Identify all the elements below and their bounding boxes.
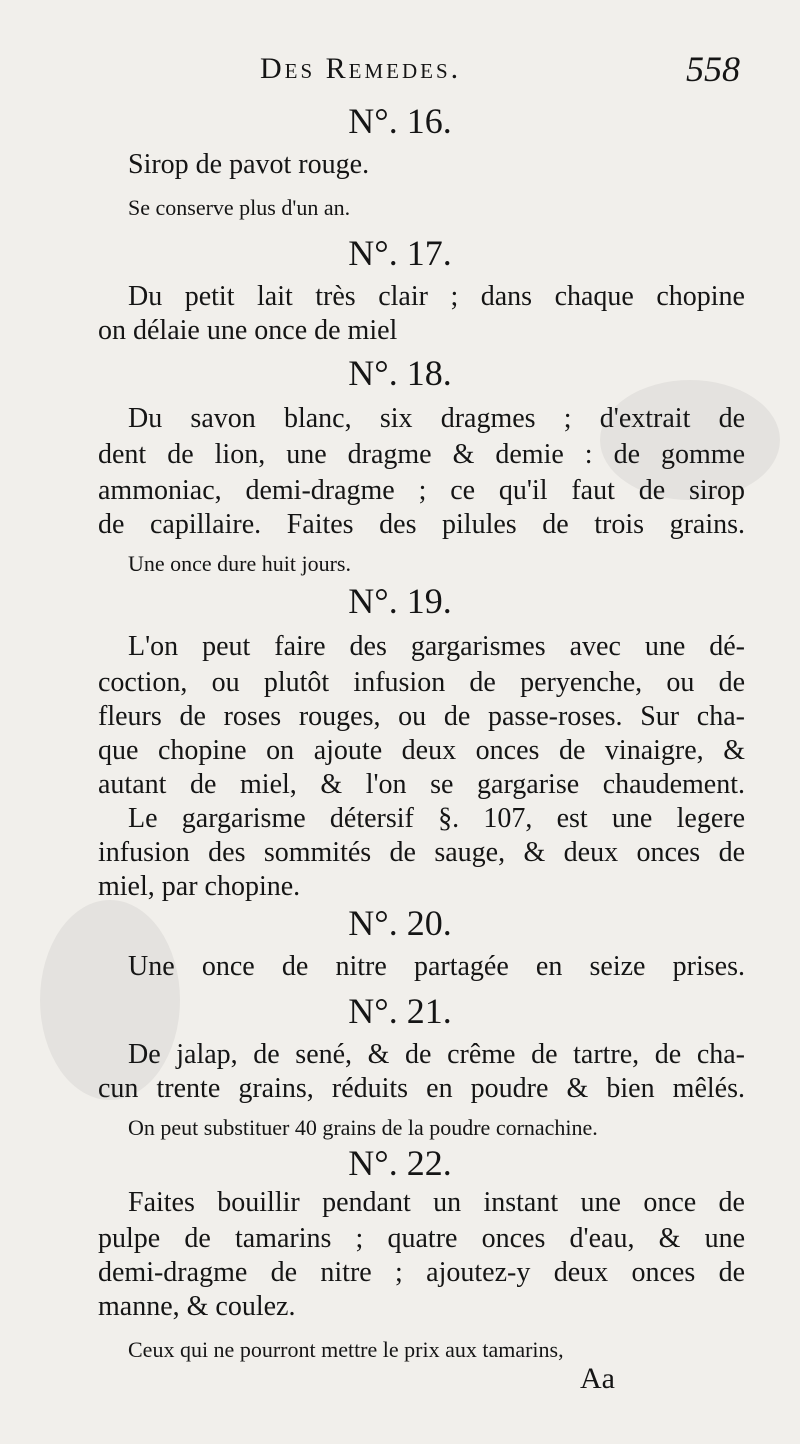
- body-line: pulpe de tamarins ; quatre onces d'eau, & une: [98, 1223, 745, 1254]
- body-line: Du savon blanc, six dragmes ; d'extrait de: [128, 403, 745, 434]
- signature-mark: Aa: [580, 1362, 615, 1395]
- body-line: infusion des sommités de sauge, & deux onces de: [98, 837, 745, 868]
- body-line: miel, par chopine.: [98, 871, 301, 902]
- body-line: de capillaire. Faites des pilules de trois grains.: [98, 509, 745, 540]
- body-line: manne, & coulez.: [98, 1291, 296, 1322]
- section-heading: N°. 19.: [348, 581, 452, 621]
- note-line: On peut substituer 40 grains de la poudre cornachine.: [128, 1115, 598, 1140]
- section-heading: N°. 20.: [348, 903, 452, 943]
- section-heading: N°. 18.: [348, 353, 452, 393]
- running-head: Des Remedes.: [260, 52, 462, 85]
- note-line: Ceux qui ne pourront mettre le prix aux tamarins,: [128, 1337, 564, 1362]
- body-line: demi-dragme de nitre ; ajoutez-y deux onces de: [98, 1257, 745, 1288]
- section-heading: N°. 17.: [348, 233, 452, 273]
- body-line: Faites bouillir pendant un instant une once de: [128, 1187, 745, 1218]
- body-line: L'on peut faire des gargarismes avec une dé-: [128, 631, 745, 662]
- section-heading: N°. 21.: [348, 991, 452, 1031]
- body-line: Sirop de pavot rouge.: [128, 149, 370, 180]
- body-line: on délaie une once de miel: [98, 315, 398, 346]
- body-line: Une once de nitre partagée en seize prises.: [128, 951, 745, 982]
- body-line: cun trente grains, réduits en poudre & bien mêlés.: [98, 1073, 745, 1104]
- section-heading: N°. 22.: [348, 1143, 452, 1183]
- note-line: Une once dure huit jours.: [128, 551, 351, 576]
- body-line: fleurs de roses rouges, ou de passe-roses. Sur cha-: [98, 701, 745, 732]
- body-line: que chopine on ajoute deux onces de vinaigre, &: [98, 735, 745, 766]
- note-line: Se conserve plus d'un an.: [128, 195, 351, 220]
- body-line: Du petit lait très clair ; dans chaque chopine: [128, 281, 745, 312]
- section-heading: N°. 16.: [348, 101, 452, 141]
- body-line: autant de miel, & l'on se gargarise chaudement.: [98, 769, 745, 800]
- body-line: Le gargarisme détersif §. 107, est une legere: [128, 803, 745, 834]
- body-line: ammoniac, demi-dragme ; ce qu'il faut de sirop: [98, 475, 745, 506]
- body-line: coction, ou plutôt infusion de peryenche, ou de: [98, 667, 745, 698]
- body-line: dent de lion, une dragme & demie : de gomme: [98, 439, 745, 470]
- body-line: De jalap, de sené, & de crême de tartre, de cha-: [128, 1039, 745, 1070]
- page-number: 558: [686, 49, 740, 89]
- page-header: [0, 48, 800, 98]
